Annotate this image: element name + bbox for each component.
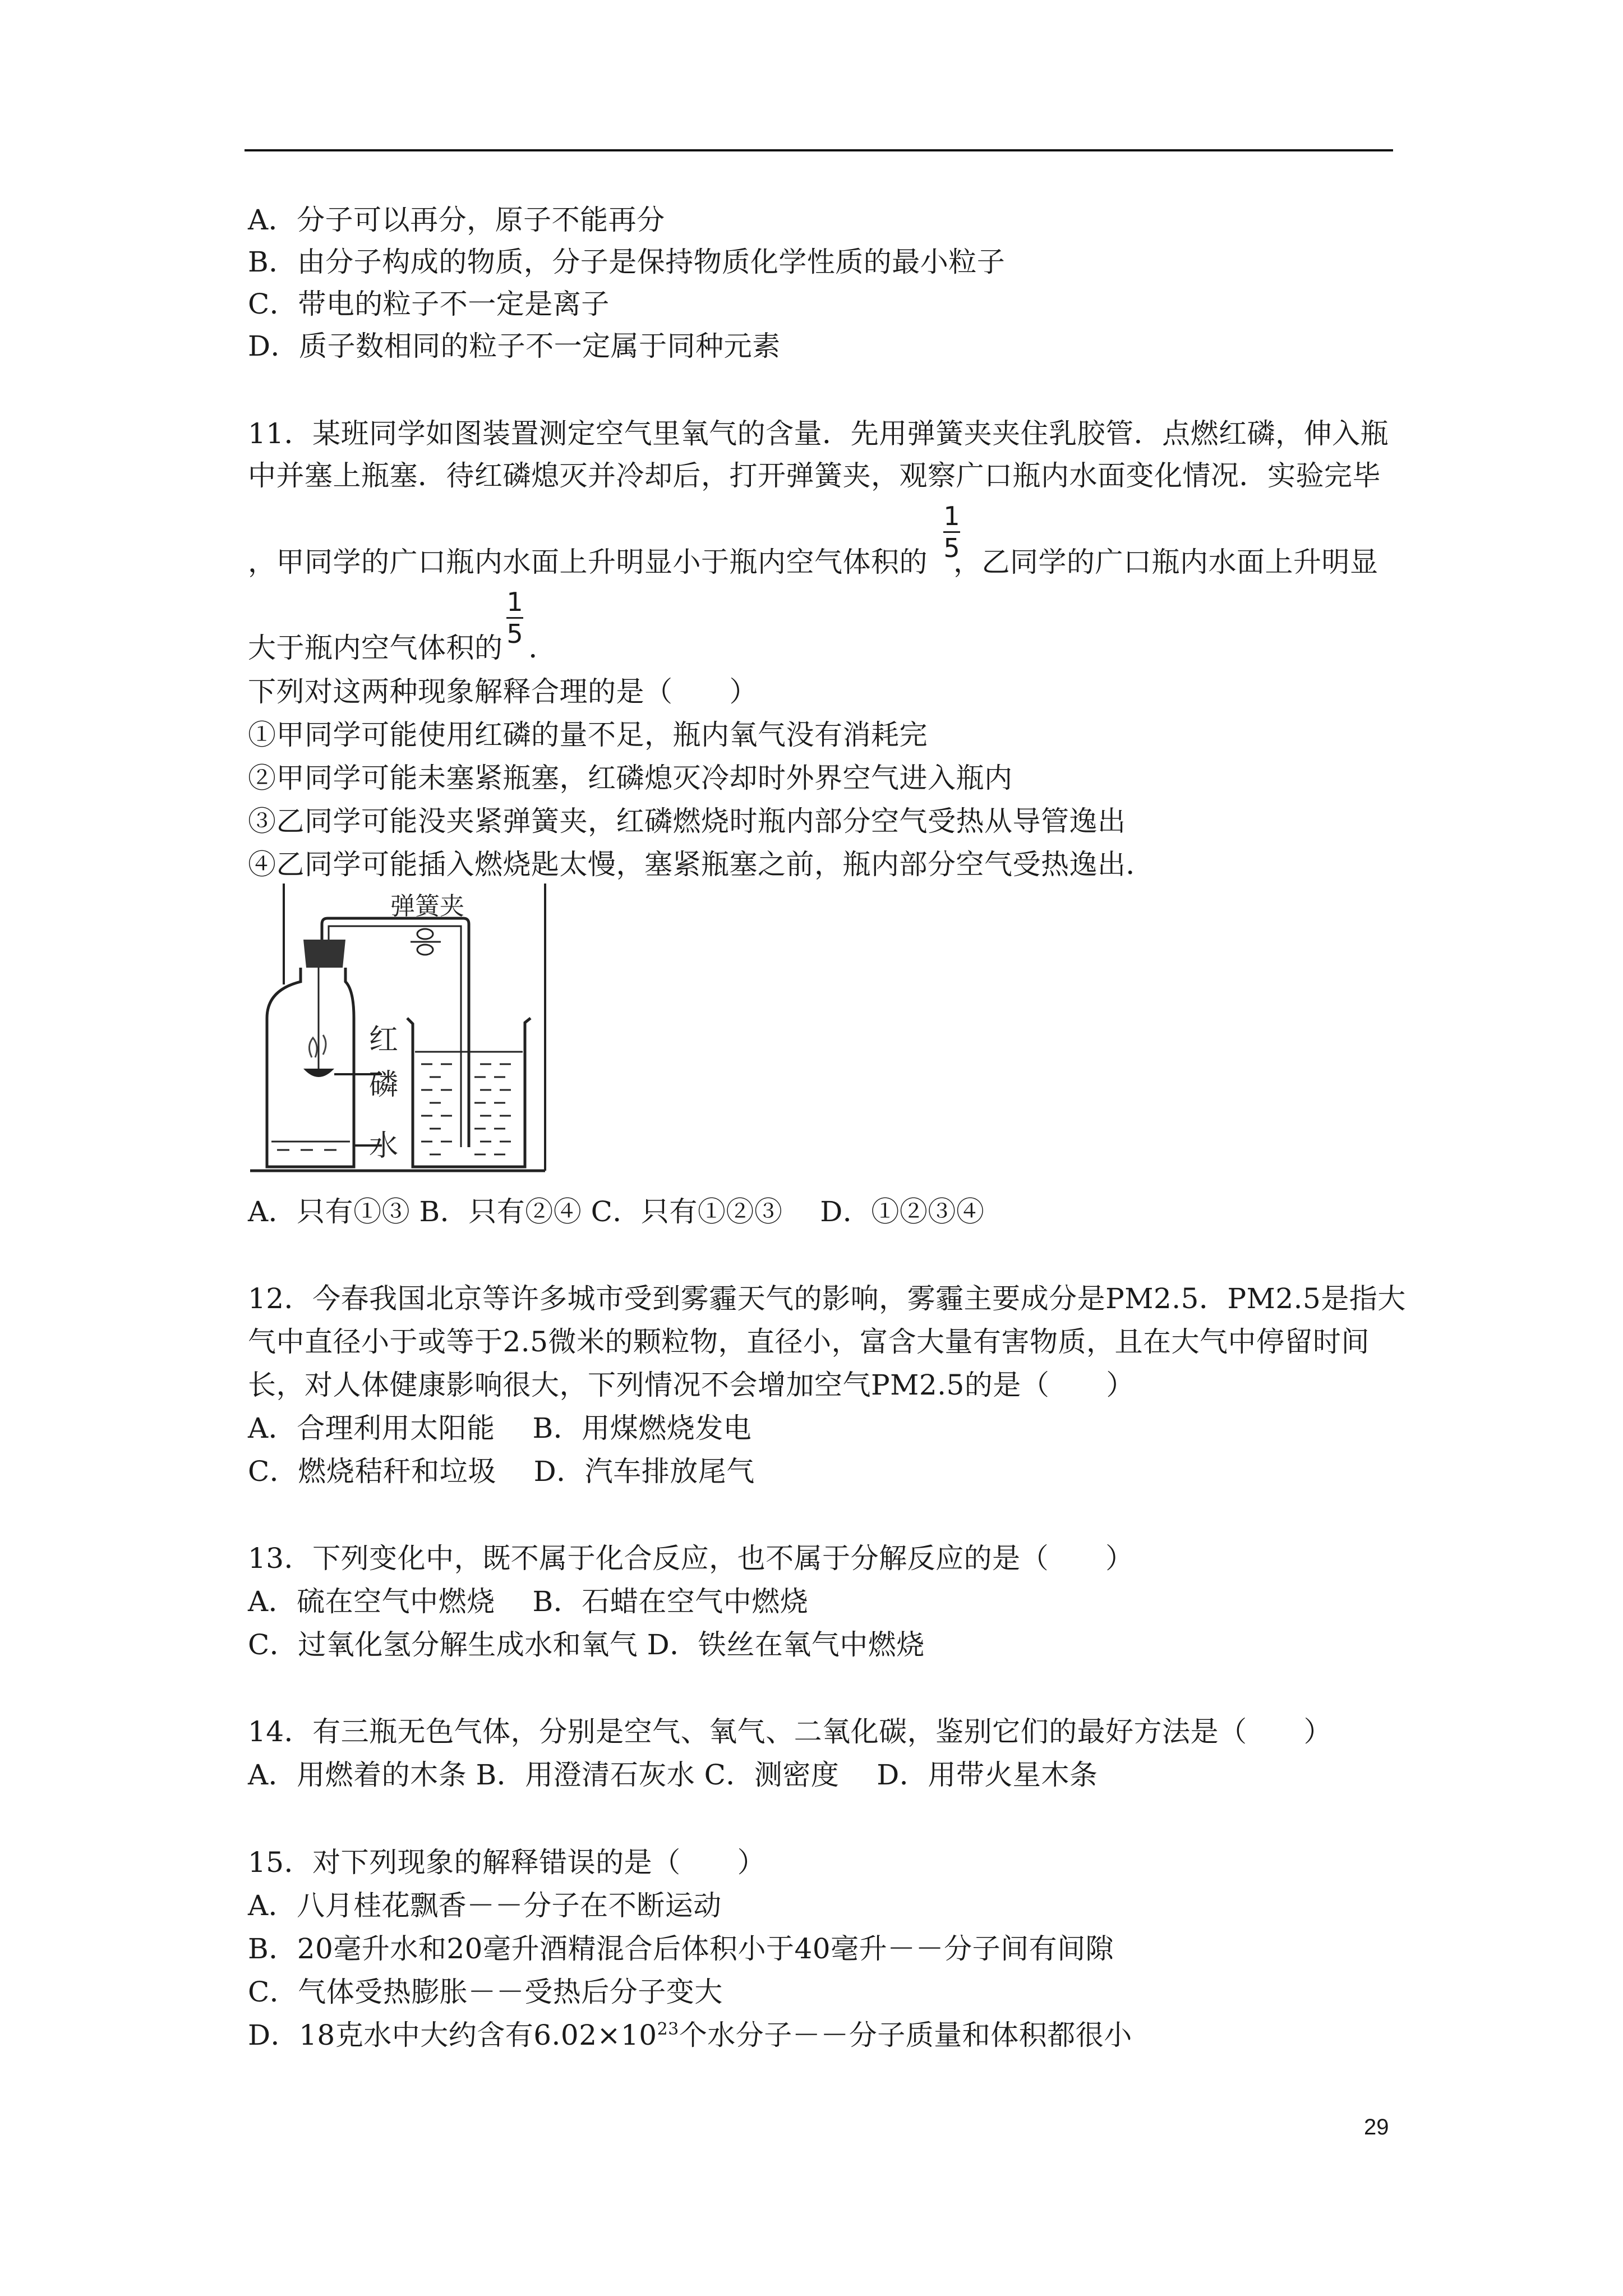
q12-options-row2: C．燃烧秸秆和垃圾 D．汽车排放尾气 (248, 1455, 755, 1488)
fraction-denominator: 5 (943, 533, 960, 563)
apparatus-figure (245, 884, 547, 1175)
clip-icon (411, 929, 441, 955)
beaker-water (421, 1064, 511, 1154)
q14-options: A．用燃着的木条 B．用澄清石灰水 C．测密度 D．用带火星木条 (248, 1759, 1098, 1791)
q15-stem: 15．对下列现象的解释错误的是（ ） (248, 1846, 766, 1879)
q11-statement-2: ②甲同学可能未塞紧瓶塞，红磷熄灭冷却时外界空气进入瓶内 (248, 762, 1013, 794)
q10-option-b: B．由分子构成的物质，分子是保持物质化学性质的最小粒子 (248, 246, 1006, 278)
q11-prompt: 下列对这两种现象解释合理的是（ ） (248, 675, 758, 708)
q10-option-d: D．质子数相同的粒子不一定属于同种元素 (248, 330, 781, 362)
q11-options: A．只有①③ B．只有②④ C．只有①②③ D．①②③④ (248, 1195, 985, 1228)
q13-options-row1: A．硫在空气中燃烧 B．石蜡在空气中燃烧 (248, 1585, 809, 1618)
q11-statement-1: ①甲同学可能使用红磷的量不足，瓶内氧气没有消耗完 (248, 719, 928, 751)
clip-label: 弹簧夹 (390, 892, 464, 921)
q11-statement-4: ④乙同学可能插入燃烧匙太慢，塞紧瓶塞之前，瓶内部分空气受热逸出． (248, 848, 1154, 881)
fraction-one-fifth (940, 502, 963, 562)
q11-stem-line1: 11．某班同学如图装置测定空气里氧气的含量．先用弹簧夹夹住乳胶管．点燃红磷，伸入瓶 (248, 417, 1389, 450)
q15-option-d (248, 2018, 1132, 2052)
fraction-one-fifth-2 (504, 588, 526, 648)
q15-option-a: A．八月桂花飘香－－分子在不断运动 (248, 1889, 722, 1922)
q11-stem-line3-part1: ，甲同学的广口瓶内水面上升明显小于瓶内空气体积的 (248, 546, 928, 578)
q10-option-a: A．分子可以再分，原子不能再分 (248, 204, 665, 236)
apparatus-diagram (245, 884, 547, 1175)
water-label: 水 (369, 1129, 399, 1163)
q12-stem-line3: 长，对人体健康影响很大，下列情况不会增加空气PM2.5的是（ ） (248, 1369, 1135, 1401)
header-rule (245, 149, 1393, 151)
q15-option-d-part1: D．18克水中大约含有6.02×10 (248, 2019, 657, 2051)
q11-statement-3: ③乙同学可能没夹紧弹簧夹，红磷燃烧时瓶内部分空气受热从导管逸出 (248, 805, 1126, 838)
q11-stem-line3 (248, 545, 1378, 579)
q12-stem-line2: 气中直径小于或等于2.5微米的颗粒物，直径小，富含大量有害物质，且在大气中停留时间 (248, 1326, 1370, 1358)
phosphorus-label-1: 红 (369, 1023, 399, 1057)
page-number: 29 (1364, 2115, 1389, 2139)
q11-stem-line4-part2: ． (528, 632, 557, 664)
spoon (303, 1069, 334, 1077)
q15-option-d-exponent: 23 (657, 2019, 679, 2039)
q12-options-row1: A．合理利用太阳能 B．用煤燃烧发电 (248, 1412, 752, 1444)
flame-icon (309, 1038, 317, 1057)
stopper (303, 940, 345, 968)
q11-stem-line4-part1: 大于瓶内空气体积的 (248, 632, 503, 664)
q11-stem-line3-part2: ，乙同学的广口瓶内水面上升明显 (953, 546, 1378, 578)
q15-option-b: B．20毫升水和20毫升酒精混合后体积小于40毫升－－分子间有间隙 (248, 1932, 1114, 1965)
q11-stem-line2: 中并塞上瓶塞．待红磷熄灭并冷却后，打开弹簧夹，观察广口瓶内水面变化情况．实验完毕 (248, 459, 1381, 492)
q13-stem: 13．下列变化中，既不属于化合反应，也不属于分解反应的是（ ） (248, 1542, 1134, 1575)
q12-stem-line1: 12．今春我国北京等许多城市受到雾霾天气的影响，雾霾主要成分是PM2.5．PM2.5是指大 (248, 1282, 1406, 1315)
fraction-numerator: 1 (943, 501, 960, 531)
fraction-numerator: 1 (506, 587, 523, 617)
bottle (267, 968, 354, 1167)
q15-option-d-part2: 个水分子－－分子质量和体积都很小 (679, 2019, 1132, 2051)
q13-options-row2: C．过氧化氢分解生成水和氧气 D．铁丝在氧气中燃烧 (248, 1628, 925, 1661)
fraction-denominator: 5 (506, 619, 523, 649)
q15-option-c: C．气体受热膨胀－－受热后分子变大 (248, 1976, 723, 2008)
phosphorus-label-2: 磷 (369, 1068, 399, 1102)
q10-option-c: C．带电的粒子不一定是离子 (248, 288, 610, 320)
q14-stem: 14．有三瓶无色气体，分别是空气、氧气、二氧化碳，鉴别它们的最好方法是（ ） (248, 1715, 1332, 1748)
